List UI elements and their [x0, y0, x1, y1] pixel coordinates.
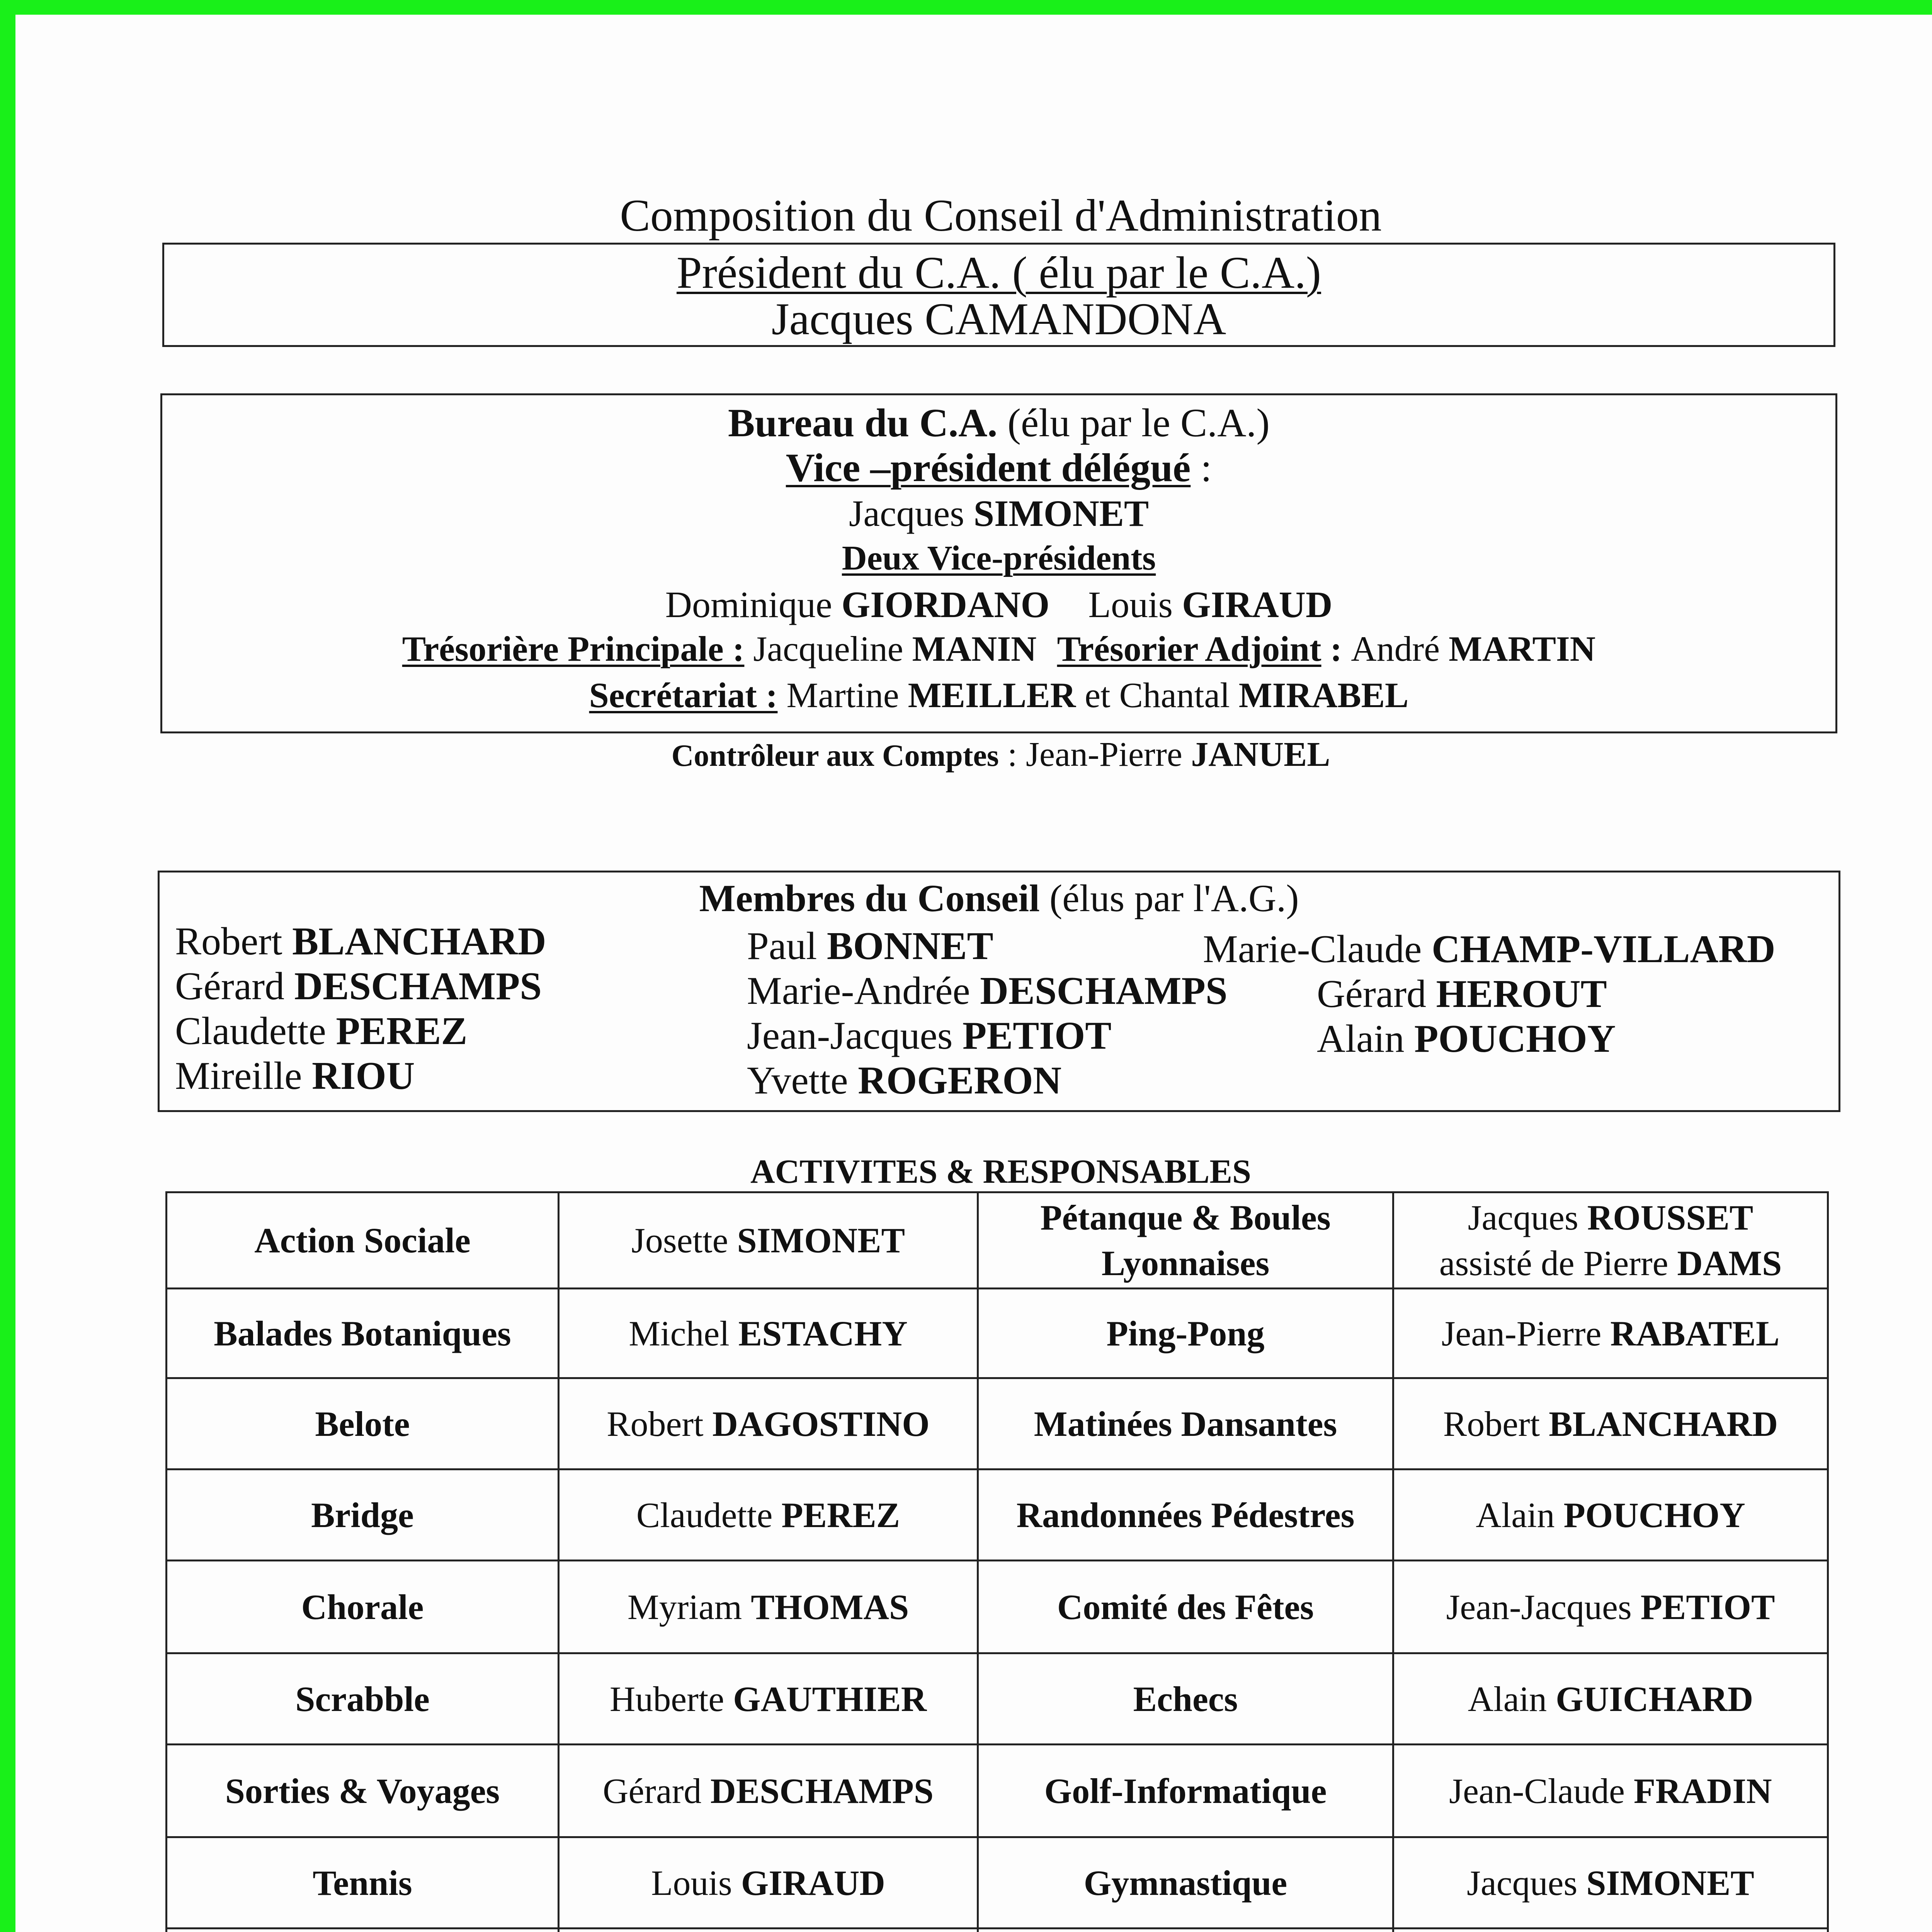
- vp-delegue-label: Vice –président délégué: [786, 446, 1191, 490]
- activity-responsable: [1393, 1929, 1828, 1932]
- vp-delegue-heading: [162, 445, 1835, 491]
- bureau-box: [160, 393, 1837, 733]
- member: Marie-Andrée DESCHAMPS: [747, 969, 1228, 1013]
- activity-responsable: [559, 1378, 978, 1469]
- activity-responsable: [559, 1837, 978, 1929]
- activity-name: [978, 1929, 1393, 1932]
- activity-responsable: [559, 1929, 978, 1932]
- tresoriere-last: MANIN: [912, 629, 1037, 668]
- tresorier-adjoint-label: Trésorier Adjoint: [1057, 629, 1321, 668]
- vp2-first: Louis: [1088, 584, 1182, 625]
- activity-responsable: [1393, 1653, 1828, 1745]
- responsable-line: Jacques ROUSSET: [1468, 1198, 1753, 1237]
- activity-name: Belote: [167, 1378, 559, 1469]
- activity-responsable: [1393, 1745, 1828, 1837]
- activity-name: Comité des Fêtes: [978, 1561, 1393, 1653]
- vp-delegue-name: [162, 492, 1835, 535]
- responsable-line: Robert BLANCHARD: [1443, 1404, 1778, 1444]
- activity-name: Ping-Pong: [978, 1289, 1393, 1378]
- membres-title: [160, 876, 1838, 921]
- member: Jean-Jacques PETIOT: [747, 1014, 1112, 1058]
- activites-table: [165, 1191, 1829, 1932]
- secretariat-and: et Chantal: [1076, 675, 1239, 715]
- activity-row: [167, 1653, 1828, 1745]
- secretariat-last-1: MEILLER: [908, 675, 1076, 715]
- page-title: Composition du Conseil d'Administration: [620, 190, 1382, 241]
- activity-row: [167, 1469, 1828, 1561]
- activity-responsable: [1393, 1837, 1828, 1929]
- responsable-line: assisté de Pierre DAMS: [1439, 1243, 1782, 1283]
- secretariat-first: Martine: [777, 675, 908, 715]
- activity-responsable: [1393, 1378, 1828, 1469]
- activity-name: Action Sociale: [167, 1192, 559, 1289]
- activity-name: Chorale: [167, 1561, 559, 1653]
- controleur-line: [15, 733, 1932, 777]
- activity-name: Golf-Informatique: [978, 1745, 1393, 1837]
- responsable-line: Jean-Pierre RABATEL: [1441, 1313, 1780, 1353]
- activity-name: Scrabble: [167, 1653, 559, 1745]
- member: Robert BLANCHARD: [175, 920, 546, 963]
- activity-responsable: [1393, 1192, 1828, 1289]
- activity-name: Gymnastique: [978, 1837, 1393, 1929]
- activity-row: [167, 1378, 1828, 1469]
- activity-responsable: [1393, 1469, 1828, 1561]
- president-name: Jacques CAMANDONA: [771, 294, 1226, 344]
- controleur-label: Contrôleur aux Comptes: [671, 739, 999, 773]
- activites-title: ACTIVITES & RESPONSABLES: [750, 1153, 1251, 1190]
- tresoriere-first: Jacqueline: [744, 629, 912, 668]
- member: Claudette PEREZ: [175, 1009, 468, 1053]
- activity-responsable: [1393, 1289, 1828, 1378]
- activity-row: [167, 1289, 1828, 1378]
- member: Alain POUCHOY: [1317, 1017, 1616, 1061]
- tresorier-adjoint-colon: :: [1321, 629, 1351, 668]
- vp1-first: Dominique: [665, 584, 842, 625]
- tresorier-adjoint-last: MARTIN: [1449, 629, 1596, 668]
- vp-names: [162, 583, 1835, 626]
- bureau-title-rest: (élu par le C.A.): [997, 401, 1270, 445]
- responsable-line: Jean-Jacques PETIOT: [1446, 1587, 1775, 1627]
- activity-row: [167, 1561, 1828, 1653]
- responsable-line: Jacques SIMONET: [1467, 1863, 1754, 1903]
- activity-name: Matinées Dansantes: [978, 1378, 1393, 1469]
- responsable-line: Alain GUICHARD: [1468, 1679, 1753, 1719]
- activity-name: Pétanque & Boules Lyonnaises: [978, 1192, 1393, 1289]
- vp-delegue-first: Jacques: [849, 493, 974, 534]
- responsable-line: Josette SIMONET: [631, 1221, 905, 1260]
- vp-delegue-suffix: :: [1190, 446, 1212, 490]
- activity-row: [167, 1837, 1828, 1929]
- activity-responsable: [559, 1469, 978, 1561]
- vp1-last: GIORDANO: [841, 584, 1050, 625]
- responsable-line: Huberte GAUTHIER: [609, 1679, 927, 1719]
- responsable-line: Myriam THOMAS: [627, 1587, 909, 1627]
- bureau-title-bold: Bureau du C.A.: [728, 401, 998, 445]
- responsable-line: Michel ESTACHY: [629, 1313, 908, 1353]
- responsable-line: Alain POUCHOY: [1476, 1495, 1745, 1535]
- responsable-line: Claudette PEREZ: [636, 1495, 900, 1535]
- activity-row: [167, 1745, 1828, 1837]
- activity-row: [167, 1192, 1828, 1289]
- member: Yvette ROGERON: [747, 1059, 1062, 1102]
- controleur-first: : Jean-Pierre: [999, 735, 1191, 774]
- membres-title-rest: (élus par l'A.G.): [1039, 877, 1299, 920]
- vp-delegue-last: SIMONET: [973, 493, 1149, 534]
- deux-vp-label: Deux Vice-présidents: [842, 539, 1156, 577]
- membres-box: [158, 871, 1840, 1112]
- activity-responsable: [559, 1745, 978, 1837]
- vp2-last: GIRAUD: [1182, 584, 1333, 625]
- president-box: [162, 243, 1835, 347]
- member: Gérard HEROUT: [1317, 972, 1607, 1016]
- member: Mireille RIOU: [175, 1054, 415, 1098]
- activity-name: Tennis: [167, 1837, 559, 1929]
- activity-responsable: [559, 1561, 978, 1653]
- activity-name: Balades Botaniques: [167, 1289, 559, 1378]
- tresorerie-line: [162, 627, 1835, 670]
- member: Marie-Claude CHAMP-VILLARD: [1203, 927, 1776, 971]
- activity-responsable: [1393, 1561, 1828, 1653]
- activity-name: Sorties & Voyages: [167, 1745, 559, 1837]
- activity-name: [167, 1929, 559, 1932]
- activity-responsable: [559, 1192, 978, 1289]
- controleur-last: JANUEL: [1191, 735, 1330, 774]
- activity-name: Bridge: [167, 1469, 559, 1561]
- activity-responsable: [559, 1653, 978, 1745]
- responsable-line: Gérard DESCHAMPS: [603, 1771, 934, 1811]
- document-page: [15, 15, 1932, 1932]
- member: Gérard DESCHAMPS: [175, 964, 542, 1008]
- membres-title-bold: Membres du Conseil: [699, 877, 1040, 920]
- secretariat-line: [162, 673, 1835, 717]
- responsable-line: Jean-Claude FRADIN: [1449, 1771, 1772, 1811]
- activity-responsable: [559, 1289, 978, 1378]
- secretariat-label: Secrétariat :: [589, 675, 778, 715]
- responsable-line: Robert DAGOSTINO: [607, 1404, 930, 1444]
- secretariat-last-2: MIRABEL: [1238, 675, 1409, 715]
- bureau-title: [162, 400, 1835, 446]
- president-label: Président du C.A. ( élu par le C.A.): [676, 247, 1321, 298]
- tresoriere-label: Trésorière Principale :: [402, 629, 745, 668]
- activity-name: Echecs: [978, 1653, 1393, 1745]
- member: Paul BONNET: [747, 924, 993, 968]
- activity-name: Randonnées Pédestres: [978, 1469, 1393, 1561]
- tresorier-adjoint-first: André: [1351, 629, 1449, 668]
- deux-vp-heading: [162, 537, 1835, 580]
- activity-row: [167, 1929, 1828, 1932]
- responsable-line: Louis GIRAUD: [651, 1863, 885, 1903]
